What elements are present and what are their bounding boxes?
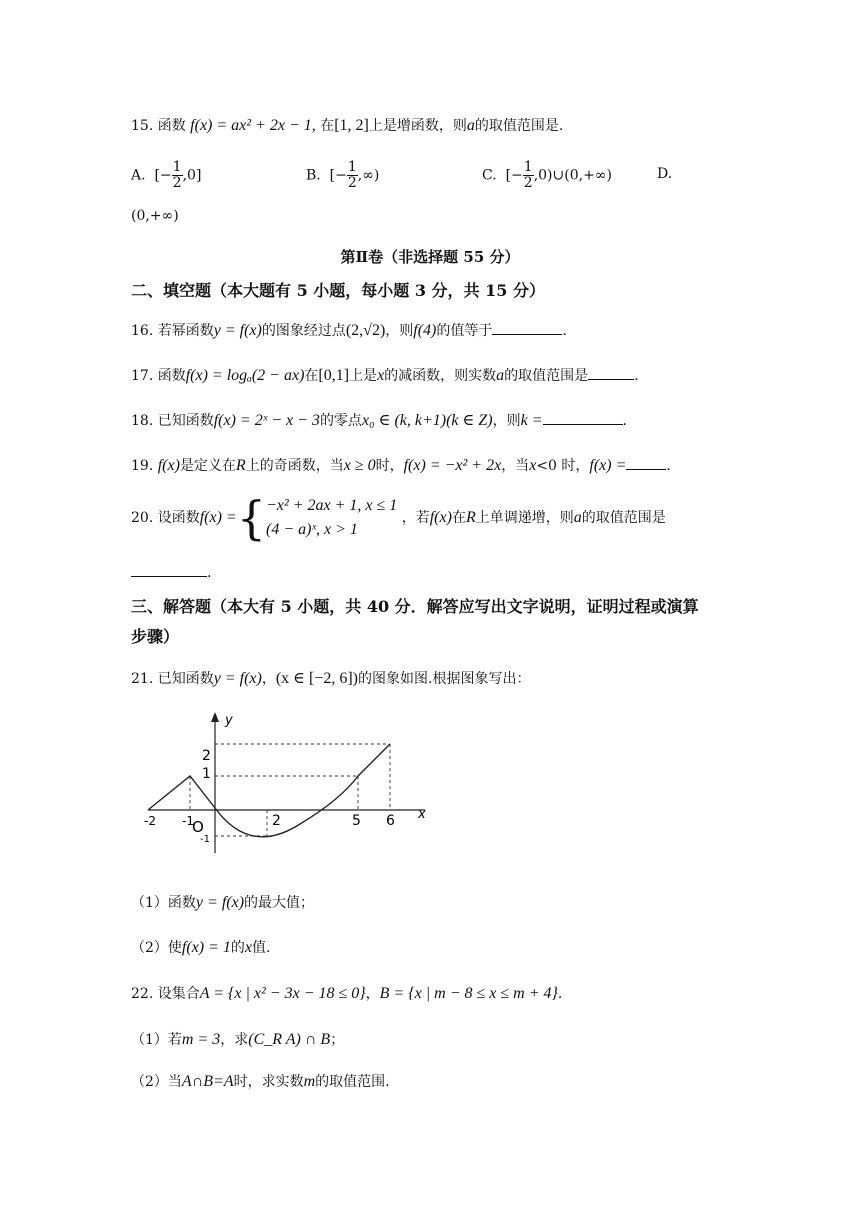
x-tick-neg2: -2 — [144, 814, 156, 828]
answer-blank-17[interactable] — [588, 365, 634, 380]
answer-blank-16[interactable] — [492, 320, 562, 335]
question-21: 21. 已知函数y = f(x)，(x ∈ [−2, 6])的图象如图.根据图象写出： — [131, 670, 531, 687]
question-22: 22. 设集合A = {x | x² − 3x − 18 ≤ 0}，B = {x | m − 8 ≤ x ≤ m + 4}. — [131, 985, 563, 1002]
question-18: 18. 已知函数f(x) = 2ˣ − x − 3的零点x₀ ∈ (k, k+1)(k ∈ Z)，则k = . — [131, 412, 627, 429]
option-c[interactable]: C. [− $\frac{1}{2}$ ,0)∪(0,+∞) — [482, 159, 612, 191]
answer-blank-20[interactable] — [131, 562, 207, 577]
question-15: 15. 函数 f(x) = ax² + 2x − 1, 在[1, 2]上是增函数，则a的取值范围是. — [131, 117, 564, 134]
x-tick-2: 2 — [272, 813, 281, 829]
part-2-heading: 二、填空题（本大题有 5 小题，每小题 3 分，共 15 分） — [131, 281, 545, 300]
x-tick-5: 5 — [352, 813, 361, 829]
option-d-value: (0,+∞) — [131, 208, 179, 224]
question-20-blank-line: . — [131, 562, 211, 583]
question-22-part-1: （1）若m = 3，求(C_R A) ∩ B； — [131, 1031, 345, 1048]
question-20: 20. 设函数f(x) ={ −x² + 2ax + 1, x ≤ 1 (4 − a)ˣ, x > 1 ，若f(x)在R上单调递增，则a的取值范围是 — [131, 491, 666, 545]
option-a[interactable]: A. [− $\frac{1}{2}$ ,0] — [131, 159, 202, 191]
option-d-label[interactable]: D. — [657, 166, 673, 182]
question-17: 17. 函数f(x) = logₐ(2 − ax)在[0,1]上是x的减函数，则实数a的取值范围是 . — [131, 367, 639, 384]
section-2-title: 第Ⅱ卷（非选择题 55 分） — [340, 248, 520, 266]
question-19: 19. f(x)是定义在R上的奇函数，当x ≥ 0时，f(x) = −x² + 2x，当x<0 时，f(x) = . — [131, 457, 671, 474]
y-tick-2: 2 — [202, 748, 211, 764]
question-16: 16. 若幂函数y = f(x)的图象经过点(2,√2)，则f(4)的值等于 . — [131, 322, 567, 339]
answer-blank-18[interactable] — [543, 410, 623, 425]
y-tick-neg1: -1 — [200, 834, 210, 845]
x-tick-6: 6 — [386, 813, 395, 829]
y-axis-arrow-icon — [211, 712, 219, 722]
answer-blank-19[interactable] — [626, 455, 666, 470]
function-graph — [140, 708, 440, 858]
y-tick-1: 1 — [202, 766, 211, 782]
option-b[interactable]: B. [− $\frac{1}{2}$ ,∞) — [306, 159, 380, 191]
question-21-part-2: （2）使f(x) = 1的x值. — [131, 939, 271, 956]
question-21-part-1: （1）函数y = f(x)的最大值； — [131, 894, 315, 911]
part-3-heading: 三、解答题（本大有 5 小题，共 40 分．解答应写出文字说明，证明过程或演算 步骤） — [131, 597, 699, 646]
x-tick-neg1: -1 — [182, 814, 194, 828]
question-22-part-2: （2）当A∩B=A时，求实数m的取值范围. — [131, 1073, 390, 1090]
origin-label: O — [192, 818, 204, 836]
y-axis-label: y — [225, 713, 233, 728]
x-axis-label: x — [418, 807, 426, 822]
